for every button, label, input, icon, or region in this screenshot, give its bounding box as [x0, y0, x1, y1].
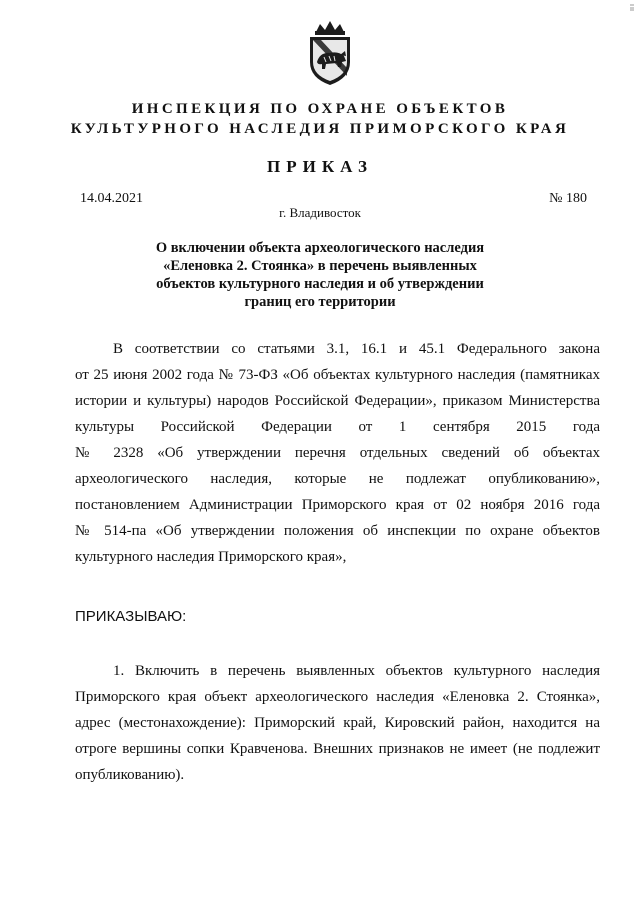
order-title-line: О включении объекта археологического наследия — [155, 240, 485, 256]
preamble-line: № 514-па «Об утверждении положения об инспекции по охране объектов — [75, 523, 600, 539]
item-1-line: отроге вершины сопки Кравченова. Внешних признаков не имеет (не подлежит — [75, 741, 600, 757]
preamble-paragraph — [75, 336, 600, 570]
preamble-line: истории и культуры) народов Российской Федерации», приказом Министерства — [75, 393, 600, 409]
item-1-line: опубликованию). — [75, 767, 185, 783]
item-1-line: Приморского края объект археологического наследия «Еленовка 2. Стоянка», — [75, 689, 600, 705]
organization-name-line-2: КУЛЬТУРНОГО НАСЛЕДИЯ ПРИМОРСКОГО КРАЯ — [70, 121, 570, 137]
preamble-line: культурного наследия Приморского края», — [75, 549, 347, 565]
document-type-heading: ПРИКАЗ — [267, 157, 373, 176]
preamble-line: постановлением Администрации Приморского края от 02 ноября 2016 года — [75, 497, 600, 513]
corner-stamp-mark: ǁǁǁ — [628, 4, 634, 12]
order-directive-word: ПРИКАЗЫВАЮ: — [75, 608, 187, 625]
order-item-1-paragraph — [75, 658, 600, 788]
preamble-line: археологического наследия, которые не подлежат опубликованию», — [75, 471, 600, 487]
order-title-line: объектов культурного наследия и об утверждении — [156, 276, 484, 292]
preamble-line: № 2328 «Об утверждении перечня отдельных сведений об объектах — [75, 445, 600, 461]
item-1-line: адрес (местонахождение): Приморский край, Кировский район, находится на — [75, 715, 600, 731]
preamble-line: В соответствии со статьями 3.1, 16.1 и 45.1 Федерального закона — [113, 341, 600, 357]
item-1-line: 1. Включить в перечень выявленных объектов культурного наследия — [113, 663, 600, 679]
order-date: 14.04.2021 — [80, 191, 143, 206]
preamble-line: культуры Российской Федерации от 1 сентября 2015 года — [75, 419, 600, 435]
order-number: № 180 — [549, 191, 587, 206]
coat-of-arms-emblem — [300, 18, 360, 88]
order-title-line: «Еленовка 2. Стоянка» в перечень выявленных — [163, 258, 477, 274]
organization-name-line-1: ИНСПЕКЦИЯ ПО ОХРАНЕ ОБЪЕКТОВ — [131, 101, 509, 117]
order-title-line: границ его территории — [244, 294, 396, 310]
preamble-line: от 25 июня 2002 года № 73-ФЗ «Об объектах культурного наследия (памятниках — [75, 367, 600, 383]
coat-of-arms-icon — [300, 18, 360, 88]
issue-city: г. Владивосток — [279, 205, 361, 220]
